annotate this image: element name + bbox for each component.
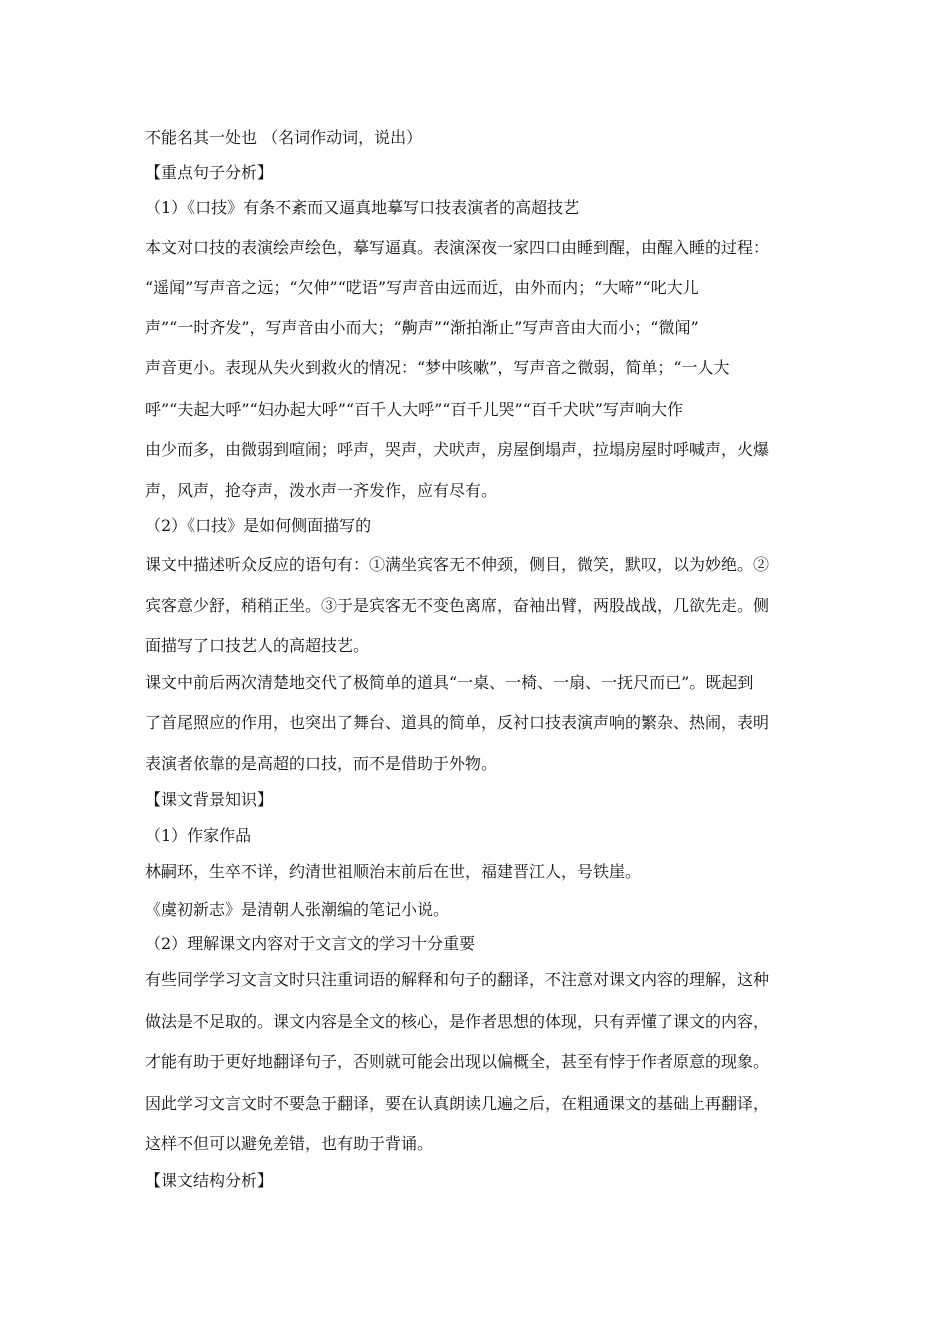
subheading: （1）作家作品 [145, 826, 252, 845]
text-line: 声，风声，抢夺声，泼水声一齐发作，应有尽有。 [145, 481, 498, 500]
text-line: 林嗣环，生卒不详，约清世祖顺治末前后在世，福建晋江人，号铁崖。 [145, 862, 642, 881]
text-line: “遥闻”写声音之远；“欠伸”“呓语”写声音由远而近，由外而内；“大啼”“叱大儿 [145, 278, 699, 297]
text-line: 才能有助于更好地翻译句子，否则就可能会出现以偏概全，甚至有悖于作者原意的现象。 [145, 1052, 770, 1071]
text-line: 了首尾照应的作用，也突出了舞台、道具的简单，反衬口技表演声响的繁杂、热闹，表明 [145, 713, 770, 732]
text-line: 宾客意少舒，稍稍正坐。③于是宾客无不变色离席，奋袖出臂，两股战战，几欲先走。侧 [145, 596, 770, 615]
text-line: 呼”“夫起大呼”“妇办起大呼”“百千人大呼”“百千儿哭”“百千犬吠”写声响大作 [145, 400, 683, 419]
text-line: 声音更小。表现从失火到救火的情况：“梦中咳嗽”，写声音之微弱，简单；“一人大 [145, 358, 730, 377]
subheading: （2）理解课文内容对于文言文的学习十分重要 [145, 934, 476, 953]
text-line: 课文中描述听众反应的语句有：①满坐宾客无不伸颈，侧目，微笑，默叹，以为妙绝。② [145, 555, 770, 574]
text-line: 由少而多，由微弱到喧闹；呼声，哭声，犬吠声，房屋倒塌声，拉塌房屋时呼喊声，火爆 [145, 440, 770, 459]
text-line: 面描写了口技艺人的高超技艺。 [145, 636, 370, 655]
text-line: 因此学习文言文时不要急于翻译，要在认真朗读几遍之后，在粗通课文的基础上再翻译， [145, 1094, 770, 1113]
subheading: （2）《口技》是如何侧面描写的 [145, 516, 372, 535]
section-heading: 【重点句子分析】 [145, 163, 274, 182]
text-line: 本文对口技的表演绘声绘色，摹写逼真。表演深夜一家四口由睡到醒，由醒入睡的过程： [145, 238, 770, 257]
text-line: 这样不但可以避免差错，也有助于背诵。 [145, 1134, 434, 1153]
text-line: 做法是不足取的。课文内容是全文的核心，是作者思想的体现，只有弄懂了课文的内容， [145, 1012, 770, 1031]
text-line: 有些同学学习文言文时只注重词语的解释和句子的翻译，不注意对课文内容的理解，这种 [145, 970, 770, 989]
text-line: 《虞初新志》是清朝人张潮编的笔记小说。 [145, 900, 450, 919]
text-line: 课文中前后两次清楚地交代了极简单的道具“一桌、一椅、一扇、一抚尺而已”。既起到 [145, 673, 754, 692]
section-heading: 【课文背景知识】 [145, 790, 274, 809]
subheading: （1）《口技》有条不紊而又逼真地摹写口技表演者的高超技艺 [145, 198, 580, 217]
text-line: 不能名其一处也 （名词作动词，说出） [145, 128, 423, 147]
text-line: 表演者依靠的是高超的口技，而不是借助于外物。 [145, 754, 498, 773]
section-heading: 【课文结构分析】 [145, 1171, 274, 1190]
text-line: 声”“一时齐发”，写声音由小而大；“齁声”“渐拍渐止”写声音由大而小；“微闻” [145, 318, 699, 337]
